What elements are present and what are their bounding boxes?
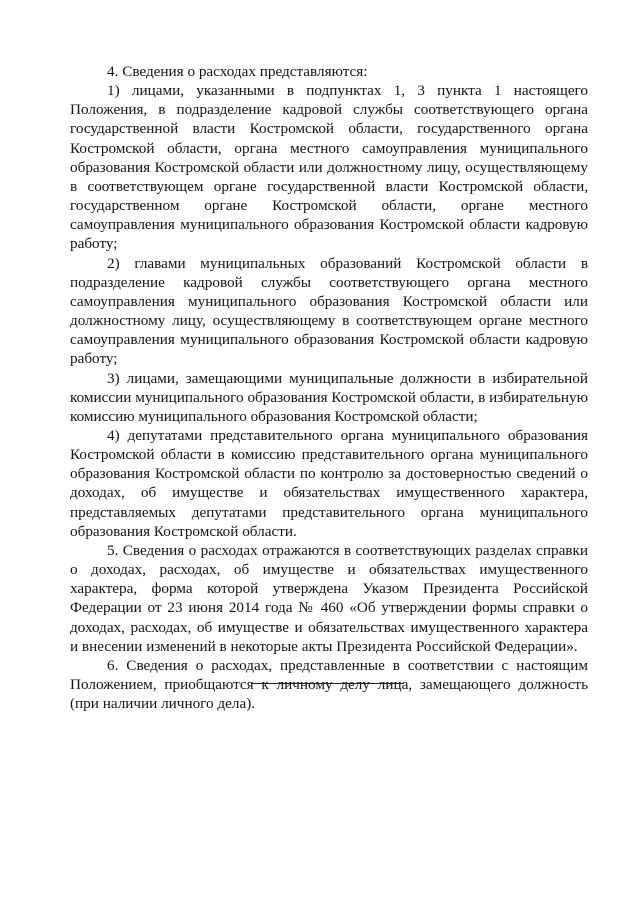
- document-body: [70, 62, 588, 713]
- end-divider-line: [252, 683, 404, 684]
- paragraph-subitem-1: 1) лицами, указанными в подпунктах 1, 3 пункта 1 настоящего Положения, в подразделение кадровой службы соответствующего органа государственной власти Костромской области, государственного органа Костромской области, органа местного самоуправления муниципального образования Костромской области или должностному лицу, осуществляющему в соответствующем органе государственной власти Костромской области, государственном органе Костромской области, органе местного самоуправления муниципального образования Костромской области кадровую работу;: [70, 82, 588, 253]
- paragraph-item-6: 6. Сведения о расходах, представленные в соответствии с настоящим Положением, приобщаются к личному делу лица, замещающего должность (при наличии личного дела).: [70, 656, 588, 713]
- paragraph-subitem-4: 4) депутатами представительного органа муниципального образования Костромской области в комиссию представительного органа муниципального образования Костромской области по контролю за достоверностью сведений о доходах, об имуществе и обязательствах имущественного характера, представляемых депутатами представительного органа муниципального образования Костромской области.: [70, 426, 588, 540]
- paragraph-subitem-3: 3) лицами, замещающими муниципальные должности в избирательной комиссии муниципального образования Костромской области, в избирательную комиссию муниципального образования Костромской области;: [70, 369, 588, 425]
- paragraph-item-4-heading: 4. Сведения о расходах представляются:: [107, 63, 368, 80]
- paragraph-subitem-2: 2) главами муниципальных образований Костромской области в подразделение кадровой службы соответствующего органа местного самоуправления муниципального образования Костромской области или должностному лицу, осуществляющему в соответствующем органе местного самоуправления муниципального образования Костромской области кадровую работу;: [70, 254, 588, 368]
- paragraph-item-5: 5. Сведения о расходах отражаются в соответствующих разделах справки о доходах, расходах, об имуществе и обязательствах имущественного характера, форма которой утверждена Указом Президента Российской Федерации от 23 июня 2014 года № 460 «Об утверждении формы справки о доходах, расходах, об имуществе и обязательствах имущественного характера и внесении изменений в некоторые акты Президента Российской Федерации».: [70, 541, 588, 655]
